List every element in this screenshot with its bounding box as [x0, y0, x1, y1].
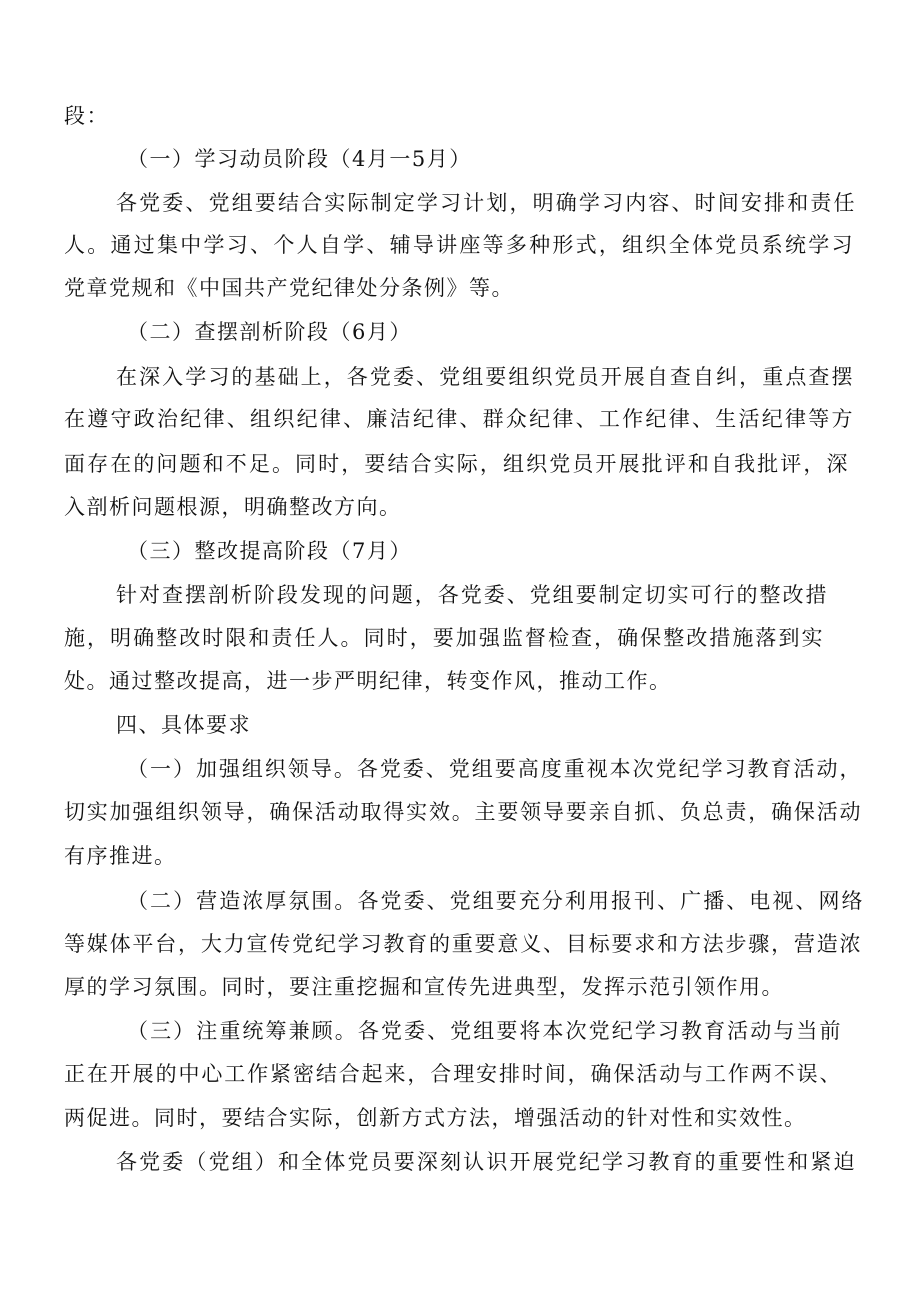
section-heading: 四、具体要求 — [116, 713, 251, 737]
text-line: 有序推进。 — [64, 844, 177, 868]
text-line: 针对查摆剖析阶段发现的问题，各党委、党组要制定切实可行的整改措 — [116, 583, 828, 607]
text-line: 各党委（党组）和全体党员要深刻认识开展党纪学习教育的重要性和紧迫 — [116, 1150, 856, 1174]
text-line: 段： — [64, 104, 109, 128]
text-line: 人。通过集中学习、个人自学、辅导讲座等多种形式，组织全体党员系统学习 — [64, 233, 854, 257]
text-line: 入剖析问题根源，明确整改方向。 — [64, 495, 402, 519]
section-heading: （二）查摆剖析阶段（6月） — [127, 320, 412, 344]
text-line: 两促进。同时，要结合实际，创新方式方法，增强活动的针对性和实效性。 — [64, 1106, 807, 1130]
text-line: 正在开展的中心工作紧密结合起来，合理安排时间，确保活动与工作两不误、 — [64, 1062, 842, 1086]
text-line: 面存在的问题和不足。同时，要结合实际，组织党员开展批评和自我批评，深 — [64, 452, 849, 476]
section-heading: （一）学习动员阶段（4月一5月） — [127, 147, 472, 171]
text-line: 在遵守政治纪律、组织纪律、廉洁纪律、群众纪律、工作纪律、生活纪律等方 — [64, 407, 854, 431]
section-heading: （三）整改提高阶段（7月） — [127, 539, 412, 563]
text-line: 处。通过整改提高，进一步严明纪律，转变作风，推动工作。 — [64, 669, 672, 693]
text-line: 厚的学习氛围。同时，要注重挖掘和宣传先进典型，发挥示范引领作用。 — [64, 975, 784, 999]
text-line: 施，明确整改时限和责任人。同时，要加强监督检查，确保整改措施落到实 — [64, 626, 824, 650]
text-line: 切实加强组织领导，确保活动取得实效。主要领导要亲自抓、负总责，确保活动 — [64, 800, 862, 824]
text-line: （一）加强组织领导。各党委、党组要高度重视本次党纪学习教育活动， — [127, 757, 862, 781]
text-line: （二）营造浓厚氛围。各党委、党组要充分利用报刊、广播、电视、网络 — [127, 889, 864, 913]
text-line: 各党委、党组要结合实际制定学习计划，明确学习内容、时间安排和责任 — [116, 191, 856, 215]
text-line: 在深入学习的基础上，各党委、党组要组织党员开展自查自纠，重点查摆 — [116, 365, 854, 389]
text-line: 党章党规和《中国共产党纪律处分条例》等。 — [64, 276, 514, 300]
text-line: 等媒体平台，大力宣传党纪学习教育的重要意义、目标要求和方法步骤，营造浓 — [64, 932, 862, 956]
text-line: （三）注重统筹兼顾。各党委、党组要将本次党纪学习教育活动与当前 — [127, 1019, 842, 1043]
